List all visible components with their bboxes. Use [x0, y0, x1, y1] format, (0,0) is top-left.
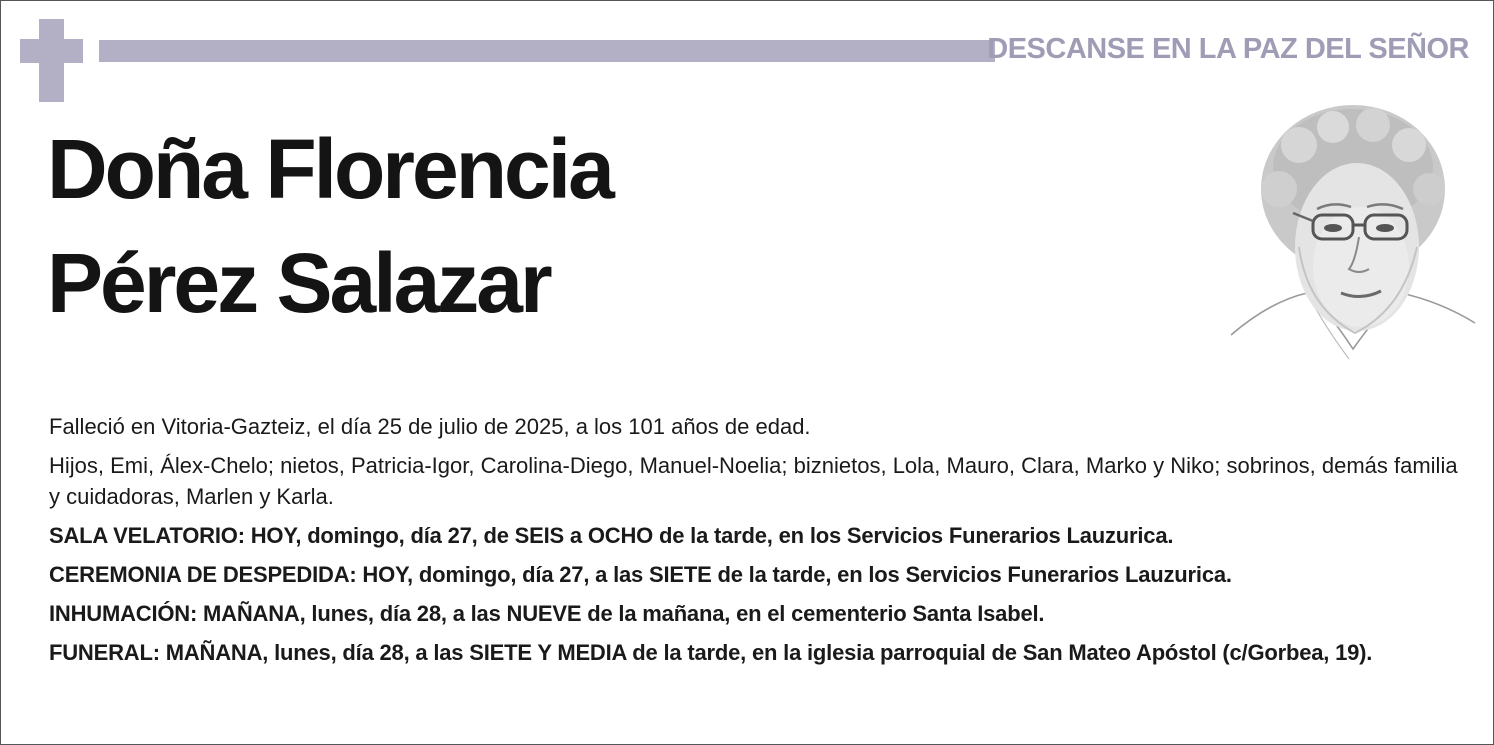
farewell-ceremony-info: CEREMONIA DE DESPEDIDA: HOY, domingo, día 27, a las SIETE de la tarde, en los Servicios Funerarios Lauzurica.	[49, 562, 1232, 587]
portrait-photo	[1229, 97, 1477, 381]
deceased-name-line-1: Doña Florencia	[47, 122, 612, 216]
funeral-info: FUNERAL: MAÑANA, lunes, día 28, a las SIETE Y MEDIA de la tarde, en la iglesia parroquial de San Mateo Apóstol (c/Gorbea, 19).	[49, 640, 1373, 665]
deceased-name-line-2: Pérez Salazar	[47, 236, 550, 330]
notice-body	[49, 411, 1459, 676]
burial-info: INHUMACIÓN: MAÑANA, lunes, día 28, a las NUEVE de la mañana, en el cementerio Santa Isabel.	[49, 601, 1045, 626]
header-title: DESCANSE EN LA PAZ DEL SEÑOR	[987, 33, 1469, 65]
cross-horizontal-bar	[20, 39, 83, 63]
wake-info: SALA VELATORIO: HOY, domingo, día 27, de SEIS a OCHO de la tarde, en los Servicios Funerarios Lauzurica.	[49, 523, 1174, 548]
death-info: Falleció en Vitoria-Gazteiz, el día 25 de julio de 2025, a los 101 años de edad.	[49, 414, 811, 439]
family-list: Hijos, Emi, Álex-Chelo; nietos, Patricia-Igor, Carolina-Diego, Manuel-Noelia; biznietos, Lola, Mauro, Clara, Marko y Niko; sobrinos, demás familia y cuidadoras, Marlen y Karla.	[49, 453, 1458, 509]
header-rule	[99, 40, 995, 62]
